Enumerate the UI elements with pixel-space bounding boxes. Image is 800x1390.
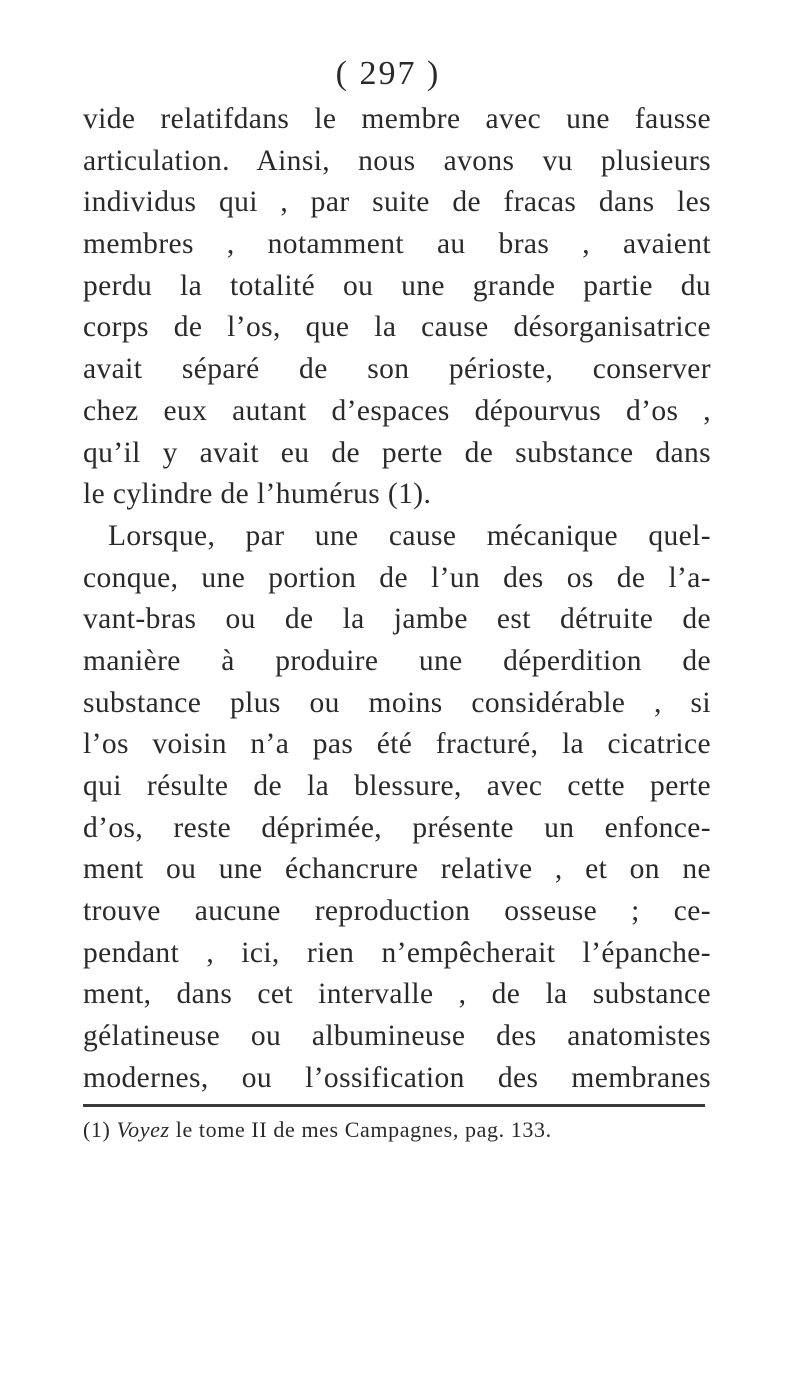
text-line: trouve aucune reproduction osseuse ; ce- (83, 895, 711, 928)
footnote-italic-word: Voyez (116, 1117, 170, 1142)
text-line: corps de l’os, que la cause désorganisatrice (83, 311, 711, 344)
footnote-divider (83, 1104, 705, 1107)
text-line: modernes, ou l’ossification des membranes (83, 1061, 711, 1094)
text-line: articulation. Ainsi, nous avons vu plusieurs (83, 144, 711, 177)
text-line: l’os voisin n’a pas été fracturé, la cicatrice (83, 728, 711, 761)
footnote (83, 1116, 723, 1144)
text-line: qu’il y avait eu de perte de substance dans (83, 436, 711, 469)
page-number: ( 297 ) (335, 55, 441, 92)
text-line: chez eux autant d’espaces dépourvus d’os , (83, 394, 711, 427)
body-text (83, 99, 711, 1100)
text-line: Lorsque, par une cause mécanique quel- (108, 519, 711, 552)
text-line: pendant , ici, rien n’empêcherait l’épanche- (83, 936, 711, 969)
footnote-text: le tome II de mes Campagnes, pag. 133. (169, 1117, 552, 1142)
footnote-marker: (1) (83, 1117, 111, 1142)
text-line: individus qui , par suite de fracas dans les (83, 186, 711, 219)
text-line: ment, dans cet intervalle , de la substance (83, 978, 711, 1011)
text-line: ment ou une échancrure relative , et on ne (83, 853, 711, 886)
text-line: manière à produire une déperdition de (83, 644, 711, 677)
text-line: qui résulte de la blessure, avec cette perte (83, 770, 711, 802)
text-line: gélatineuse ou albumineuse des anatomistes (83, 1020, 711, 1053)
text-line: vant-bras ou de la jambe est détruite de (83, 603, 711, 636)
text-line: avait séparé de son périoste, conserver (83, 353, 711, 386)
text-line: membres , notamment au bras , avaient (83, 228, 711, 261)
text-line: perdu la totalité ou une grande partie du (83, 269, 711, 302)
text-line: d’os, reste déprimée, présente un enfonce- (83, 811, 711, 844)
text-line: le cylindre de l’humérus (1). (83, 478, 432, 511)
text-line: vide relatifdans le membre avec une fausse (83, 103, 711, 135)
text-line: conque, une portion de l’un des os de l’a- (83, 561, 711, 594)
text-line: substance plus ou moins considérable , si (83, 686, 711, 719)
